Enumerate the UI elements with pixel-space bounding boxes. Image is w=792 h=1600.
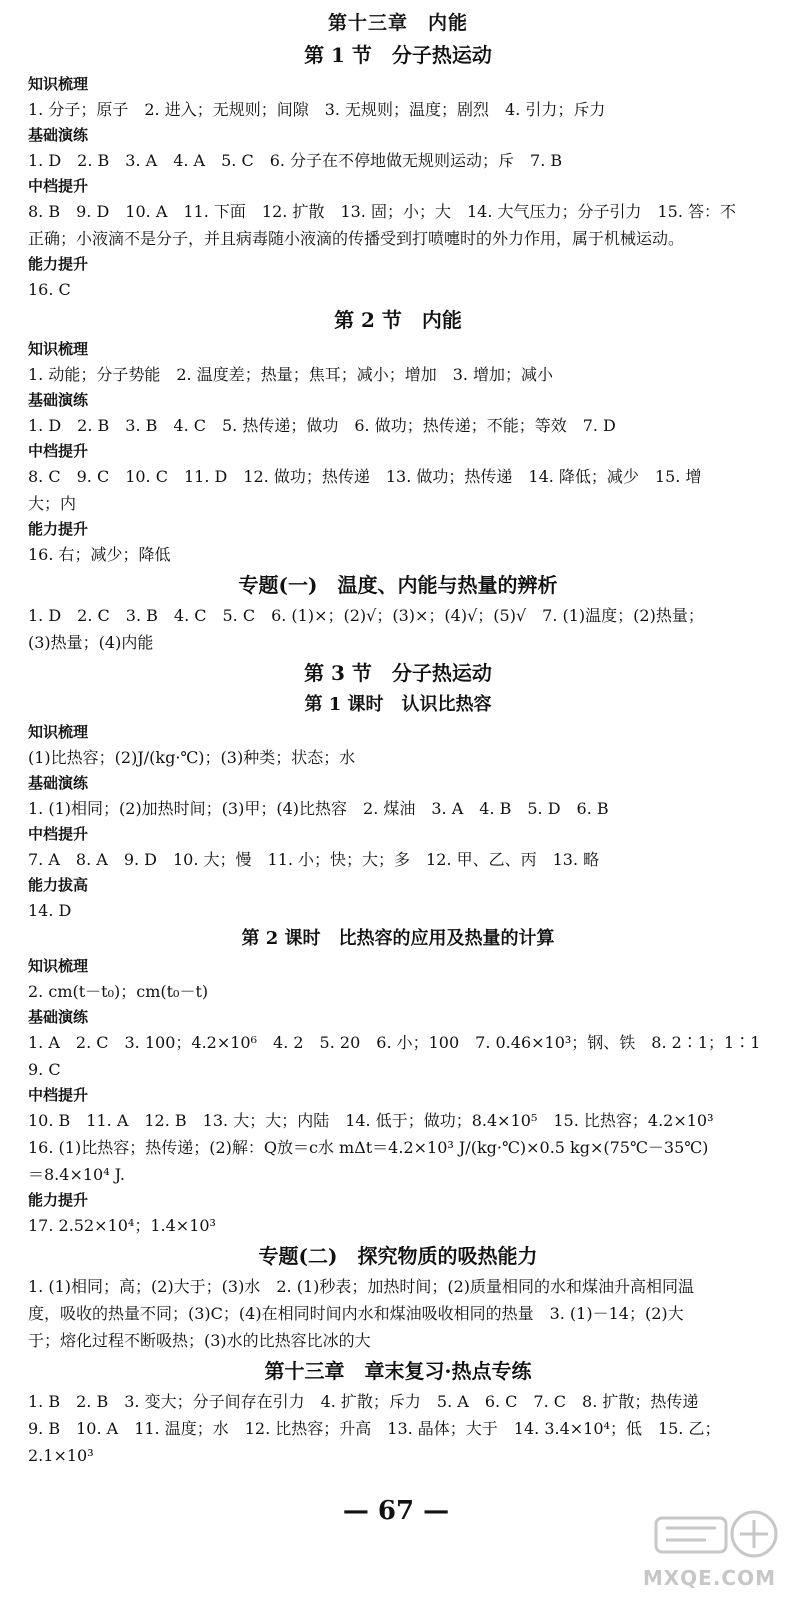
section (28, 924, 768, 1239)
answer-line: 1. D 2. C 3. B 4. C 5. C 6. (1)×；(2)√；(3)×；(4)√；(5)√ 7. (1)温度；(2)热量； (28, 606, 704, 625)
answer-group (28, 1083, 768, 1188)
group-heading: 知识梳理 (28, 75, 89, 93)
answer-line: (3)热量；(4)内能 (28, 633, 154, 652)
group-heading: 知识梳理 (28, 340, 89, 358)
group-heading: 基础演练 (28, 774, 89, 792)
watermark-logo (636, 1504, 786, 1596)
group-heading: 中档提升 (28, 177, 89, 195)
page-content (28, 8, 768, 1469)
answer-line: 于；熔化过程不断吸热；(3)水的比热容比冰的大 (28, 1331, 371, 1350)
answer-line: 9. B 10. A 11. 温度；水 12. 比热容；升高 13. 晶体；大于 14. 3.4×10⁴；低 15. 乙； (28, 1419, 721, 1438)
answer-group (28, 439, 768, 517)
group-heading: 能力提升 (28, 520, 89, 538)
answer-line: 10. B 11. A 12. B 13. 大；大；内陆 14. 低于；做功；8.4×10⁵ 15. 比热容；4.2×10³ (28, 1111, 714, 1130)
section-title: 第 2 节 内能 (334, 308, 462, 332)
section-title: 第十三章 章末复习·热点专练 (264, 1359, 532, 1383)
chapter-title: 第十三章 内能 (327, 12, 468, 34)
answer-line: 7. A 8. A 9. D 10. 大；慢 11. 小；快；大；多 12. 甲、乙、丙 13. 略 (28, 850, 600, 869)
answer-line: 8. B 9. D 10. A 11. 下面 12. 扩散 13. 固；小；大 14. 大气压力；分子引力 15. 答：不 (28, 202, 737, 221)
answer-line: 1. B 2. B 3. 变大；分子间存在引力 4. 扩散；斥力 5. A 6. C 7. C 8. 扩散；热传递 (28, 1392, 699, 1411)
answer-line: 16. 右；减少；降低 (28, 545, 171, 564)
group-heading: 中档提升 (28, 825, 89, 843)
answer-line: 2.1×10³ (28, 1446, 94, 1465)
answer-group (28, 1388, 768, 1469)
lesson-title: 第 2 课时 比热容的应用及热量的计算 (241, 928, 555, 949)
group-heading: 知识梳理 (28, 957, 89, 975)
answer-group (28, 1273, 768, 1354)
answer-group (28, 873, 768, 924)
answer-line: 9. C (28, 1060, 61, 1079)
section-title: 第 3 节 分子热运动 (304, 661, 492, 685)
section-title: 专题(二) 探究物质的吸热能力 (258, 1244, 538, 1268)
answer-group (28, 388, 768, 439)
answer-line: (1)比热容；(2)J/(kg·℃)；(3)种类；状态；水 (28, 748, 356, 767)
answer-group (28, 123, 768, 174)
section (28, 1239, 768, 1354)
group-heading: 基础演练 (28, 1008, 89, 1026)
answer-line: 16. C (28, 280, 71, 299)
section (28, 568, 768, 656)
answer-line: 1. 分子；原子 2. 进入；无规则；间隙 3. 无规则；温度；剧烈 4. 引力；斥力 (28, 100, 606, 119)
group-heading: 能力提升 (28, 255, 89, 273)
group-heading: 能力拔高 (28, 876, 89, 894)
group-heading: 基础演练 (28, 126, 89, 144)
answer-group (28, 517, 768, 568)
section (28, 1354, 768, 1469)
section (28, 38, 768, 303)
answer-line: 8. C 9. C 10. C 11. D 12. 做功；热传递 13. 做功；热传递 14. 降低；减少 15. 增 (28, 467, 702, 486)
answer-line: 度，吸收的热量不同；(3)C；(4)在相同时间内水和煤油吸收相同的热量 3. (1)－14；(2)大 (28, 1304, 684, 1323)
answer-line: 1. 动能；分子势能 2. 温度差；热量；焦耳；减小；增加 3. 增加；减小 (28, 365, 554, 384)
answer-group (28, 72, 768, 123)
section-title: 第 1 节 分子热运动 (304, 43, 492, 67)
answer-line: 正确；小液滴不是分子，并且病毒随小液滴的传播受到打喷嚏时的外力作用，属于机械运动。 (28, 229, 685, 248)
page-number: — 67 — (342, 1496, 450, 1526)
watermark-text: MXQE.COM (642, 1566, 776, 1590)
answer-group (28, 954, 768, 1005)
lesson-title: 第 1 课时 认识比热容 (304, 694, 492, 715)
answer-line: 大；内 (28, 494, 77, 513)
answer-line: 1. A 2. C 3. 100；4.2×10⁶ 4. 2 5. 20 6. 小；100 7. 0.46×10³；钢、铁 8. 2∶1；1∶1 (28, 1033, 761, 1052)
group-heading: 中档提升 (28, 1086, 89, 1104)
answer-group (28, 252, 768, 303)
answer-group (28, 720, 768, 771)
answer-group (28, 1188, 768, 1239)
answer-group (28, 771, 768, 822)
answer-line: 1. (1)相同；高；(2)大于；(3)水 2. (1)秒表；加热时间；(2)质量相同的水和煤油升高相同温 (28, 1277, 695, 1296)
section (28, 303, 768, 568)
answer-line: 1. D 2. B 3. B 4. C 5. 热传递；做功 6. 做功；热传递；不能；等效 7. D (28, 416, 616, 435)
answer-line: 14. D (28, 901, 72, 920)
answer-line: ＝8.4×10⁴ J. (28, 1165, 125, 1184)
answer-line: 1. D 2. B 3. A 4. A 5. C 6. 分子在不停地做无规则运动；斥 7. B (28, 151, 563, 170)
answer-line: 17. 2.52×10⁴；1.4×10³ (28, 1216, 216, 1235)
answer-group (28, 602, 768, 656)
group-heading: 基础演练 (28, 391, 89, 409)
answer-group (28, 1005, 768, 1083)
answer-group (28, 174, 768, 252)
group-heading: 能力提升 (28, 1191, 89, 1209)
answer-group (28, 822, 768, 873)
answer-line: 1. (1)相同；(2)加热时间；(3)甲；(4)比热容 2. 煤油 3. A 4. B 5. D 6. B (28, 799, 609, 818)
answer-line: 2. cm(t－t₀)；cm(t₀－t) (28, 982, 209, 1001)
section-title: 专题(一) 温度、内能与热量的辨析 (238, 573, 558, 597)
answer-group (28, 337, 768, 388)
section (28, 656, 768, 924)
group-heading: 中档提升 (28, 442, 89, 460)
answer-line: 16. (1)比热容；热传递；(2)解：Q放＝c水 mΔt＝4.2×10³ J/(kg·℃)×0.5 kg×(75℃－35℃) (28, 1138, 709, 1157)
group-heading: 知识梳理 (28, 723, 89, 741)
